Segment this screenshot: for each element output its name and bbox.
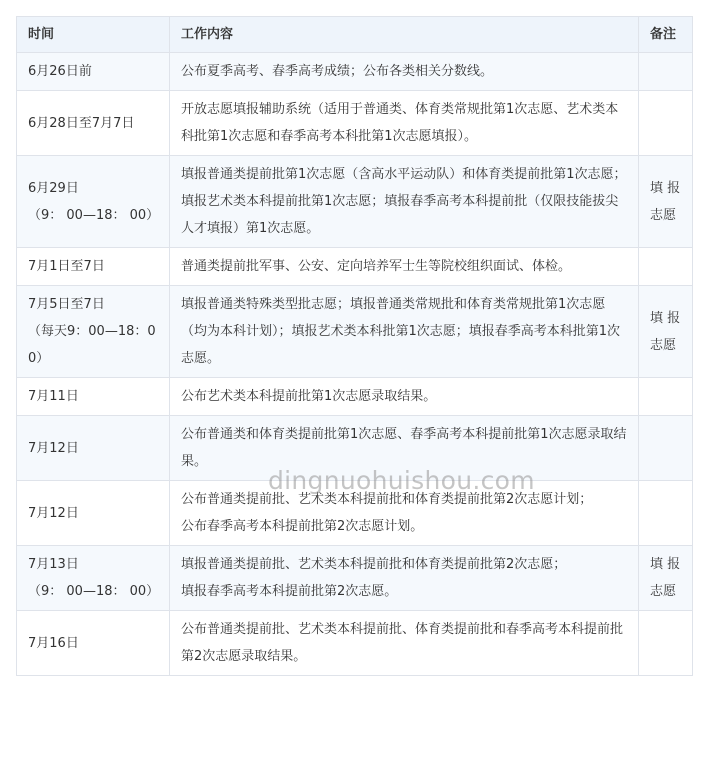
header-row	[17, 17, 693, 53]
cell-content-line: 公布普通类提前批、艺术类本科提前批和体育类提前批第2次志愿计划；	[181, 492, 593, 507]
cell-content	[170, 248, 639, 286]
cell-note	[639, 611, 693, 676]
cell-note	[639, 416, 693, 481]
cell-time-line: （每天9：00—18：00）	[28, 324, 156, 366]
table-row	[17, 378, 693, 416]
cell-note-line: 填 报志愿	[650, 310, 681, 353]
cell-time	[17, 546, 170, 611]
cell-content	[170, 481, 639, 546]
cell-content-line: 公布普通类提前批、艺术类本科提前批、体育类提前批和春季高考本科提前批第2次志愿录取结果。	[181, 622, 624, 664]
table-row	[17, 156, 693, 248]
cell-content	[170, 286, 639, 378]
cell-content-line: 公布普通类和体育类提前批第1次志愿、春季高考本科提前批第1次志愿录取结果。	[181, 427, 627, 469]
cell-content	[170, 416, 639, 481]
table-row	[17, 546, 693, 611]
cell-time	[17, 481, 170, 546]
cell-note	[639, 248, 693, 286]
cell-note	[639, 53, 693, 91]
cell-content-line: 公布夏季高考、春季高考成绩；公布各类相关分数线。	[181, 64, 494, 79]
watermark: dingnuohuishou.com	[268, 466, 535, 495]
cell-note	[639, 286, 693, 378]
table-row	[17, 481, 693, 546]
cell-time-line: 6月28日至7月7日	[28, 115, 135, 131]
cell-content-line: 公布艺术类本科提前批第1次志愿录取结果。	[181, 389, 437, 404]
cell-content-line: 填报普通类提前批、艺术类本科提前批和体育类提前批第2次志愿；	[181, 557, 567, 572]
cell-content	[170, 156, 639, 248]
cell-time	[17, 53, 170, 91]
cell-note-line: 填 报志愿	[650, 557, 681, 599]
cell-time	[17, 156, 170, 248]
cell-time-line: 7月16日	[28, 635, 79, 651]
cell-time-line: 7月12日	[28, 505, 79, 521]
cell-note	[639, 546, 693, 611]
cell-time-line: 6月29日	[28, 180, 79, 196]
cell-content-line: 公布春季高考本科提前批第2次志愿计划。	[181, 519, 424, 534]
table-row	[17, 53, 693, 91]
cell-time	[17, 378, 170, 416]
cell-time	[17, 91, 170, 156]
table-row	[17, 416, 693, 481]
cell-time-line: 6月26日前	[28, 64, 92, 79]
cell-note	[639, 91, 693, 156]
table-row	[17, 611, 693, 676]
schedule-table	[16, 16, 693, 676]
schedule-table-container	[16, 16, 692, 676]
header-time: 时间	[17, 17, 170, 53]
cell-time-line: （9： 00—18： 00）	[28, 584, 160, 599]
cell-content	[170, 611, 639, 676]
cell-note	[639, 481, 693, 546]
cell-content-line: 填报普通类提前批第1次志愿（含高水平运动队）和体育类提前批第1次志愿；	[181, 167, 627, 182]
cell-note-line: 填 报志愿	[650, 180, 681, 223]
cell-content-line: 填报艺术类本科提前批第1次志愿；填报春季高考本科提前批（仅限技能拔尖人才填报）第1次志愿。	[181, 194, 619, 236]
table-row	[17, 248, 693, 286]
header-content: 工作内容	[170, 17, 639, 53]
cell-time-line: 7月13日	[28, 557, 79, 572]
cell-time	[17, 416, 170, 481]
header-note: 备注	[639, 17, 693, 53]
cell-time-line: 7月1日至7日	[28, 259, 105, 274]
cell-content-line: 普通类提前批军事、公安、定向培养军士生等院校组织面试、体检。	[181, 259, 572, 274]
cell-content	[170, 378, 639, 416]
cell-note	[639, 378, 693, 416]
cell-time	[17, 611, 170, 676]
cell-time	[17, 286, 170, 378]
table-row	[17, 91, 693, 156]
cell-time-line: （9： 00—18： 00）	[28, 207, 160, 223]
cell-content-line: 填报普通类特殊类型批志愿；填报普通类常规批和体育类常规批第1次志愿（均为本科计划）；填报艺术类本科批第1次志愿；填报春季高考本科批第1次志愿。	[181, 297, 621, 366]
cell-content	[170, 53, 639, 91]
table-body	[17, 53, 693, 676]
cell-time-line: 7月12日	[28, 440, 79, 456]
cell-time-line: 7月5日至7日	[28, 297, 105, 312]
table-header	[17, 17, 693, 53]
cell-time-line: 7月11日	[28, 389, 79, 404]
cell-note	[639, 156, 693, 248]
cell-content-line: 开放志愿填报辅助系统（适用于普通类、体育类常规批第1次志愿、艺术类本科批第1次志愿和春季高考本科批第1次志愿填报）。	[181, 102, 619, 144]
cell-content-line: 填报春季高考本科提前批第2次志愿。	[181, 584, 398, 599]
cell-content	[170, 546, 639, 611]
cell-time	[17, 248, 170, 286]
table-row	[17, 286, 693, 378]
cell-content	[170, 91, 639, 156]
